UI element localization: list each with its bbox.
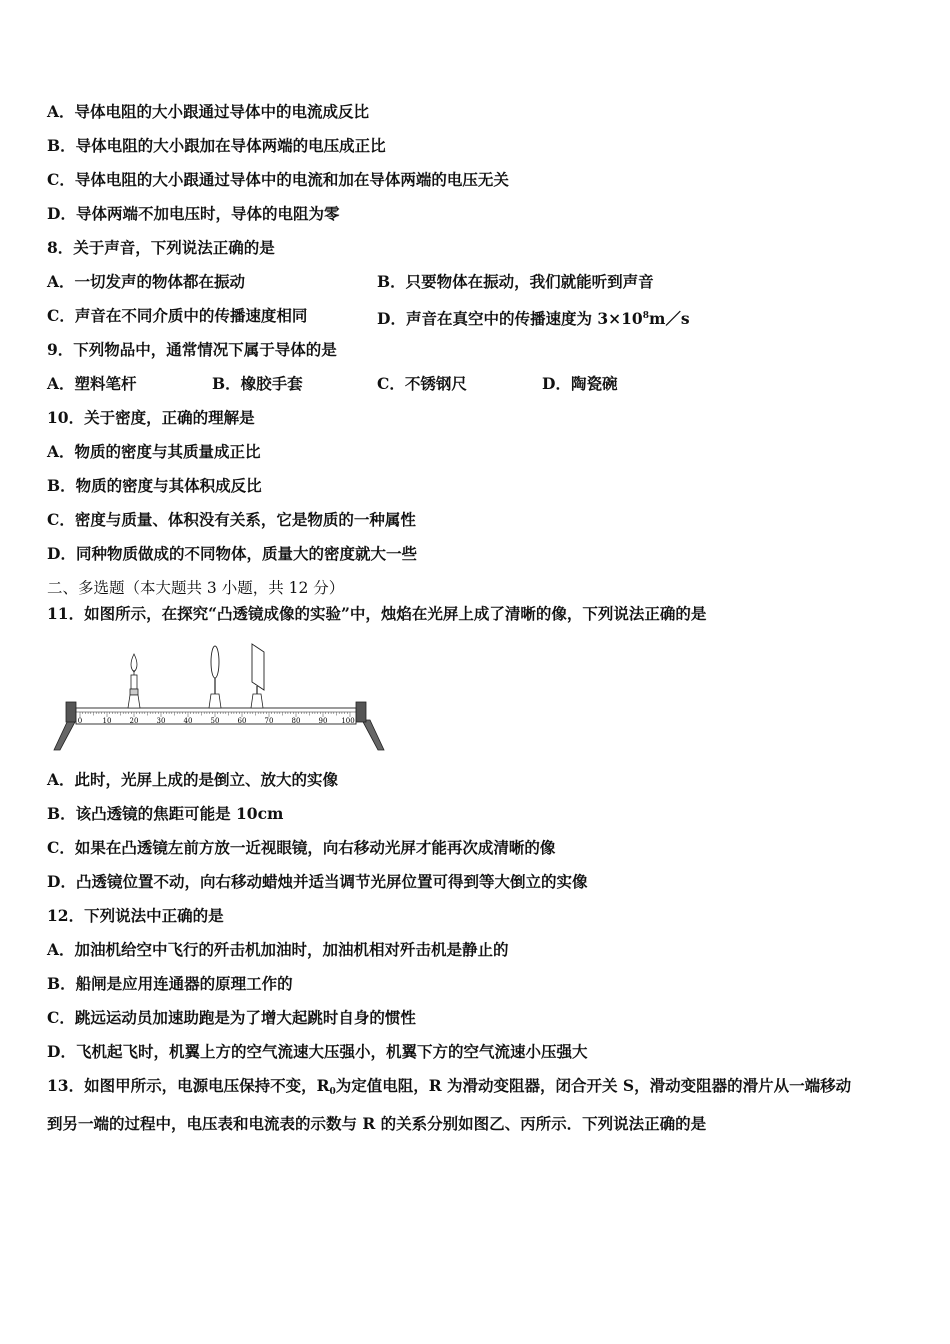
tick-label-70: 70 (264, 717, 274, 725)
q12-option-a: A．加油机给空中飞行的歼击机加油时，加油机相对歼击机是静止的 (47, 940, 509, 959)
candle-flame (131, 654, 137, 672)
q12-option-b: B．船闸是应用连通器的原理工作的 (47, 974, 293, 993)
q13-subscript: 0 (329, 1087, 336, 1097)
q13-stem-line1 (47, 1076, 851, 1102)
q7-option-c: C．导体电阻的大小跟通过导体中的电流和加在导体两端的电压无关 (47, 170, 509, 189)
q11-stem: 11．如图所示，在探究“凸透镜成像的实验”中，烛焰在光屏上成了清晰的像，下列说法正确的是 (47, 604, 707, 623)
q12-option-c: C．跳远运动员加速助跑是为了增大起跳时自身的惯性 (47, 1008, 416, 1027)
light-screen (251, 644, 264, 708)
candle-base (128, 695, 140, 708)
q13-stem-line2: 到另一端的过程中，电压表和电流表的示数与 R 的关系分别如图乙、丙所示．下列说法正确的是 (47, 1114, 707, 1133)
q11-option-b: B．该凸透镜的焦距可能是 10cm (47, 804, 284, 823)
q10-option-c: C．密度与质量、体积没有关系，它是物质的一种属性 (47, 510, 416, 529)
convex-lens (209, 646, 221, 708)
q10-stem: 10．关于密度，正确的理解是 (47, 408, 255, 427)
tick-label-0: 0 (77, 717, 83, 725)
candle-holder (130, 689, 138, 695)
section-heading: 二、多选题（本大题共 3 小题，共 12 分） (47, 579, 345, 597)
q10-option-d: D．同种物质做成的不同物体，质量大的密度就大一些 (47, 544, 417, 563)
candle (128, 654, 140, 708)
q8-option-d-exponent: 8 (642, 311, 649, 321)
bench-left-leg (54, 720, 76, 750)
tick-label-90: 90 (318, 717, 328, 725)
tick-label-20: 20 (129, 717, 139, 725)
q8-option-b: B．只要物体在振动，我们就能听到声音 (377, 272, 654, 291)
tick-label-50: 50 (210, 717, 220, 725)
optical-bench-figure (50, 640, 390, 755)
q11-option-d: D．凸透镜位置不动，向右移动蜡烛并适当调节光屏位置可得到等大倒立的实像 (47, 872, 588, 891)
q12-option-d: D．飞机起飞时，机翼上方的空气流速大压强小，机翼下方的空气流速小压强大 (47, 1042, 588, 1061)
candle-body (131, 675, 137, 689)
bench-left-end (66, 702, 76, 722)
q7-option-a: A．导体电阻的大小跟通过导体中的电流成反比 (47, 102, 370, 121)
q8-option-d (377, 306, 690, 329)
screen-base (251, 694, 263, 708)
bench-right-leg (362, 720, 384, 750)
tick-label-10: 10 (102, 717, 112, 725)
tick-label-30: 30 (156, 717, 166, 725)
q8-option-d-text: D．声音在真空中的传播速度为 3×10 (377, 309, 643, 328)
q7-option-b: B．导体电阻的大小跟加在导体两端的电压成正比 (47, 136, 386, 155)
q9-option-a: A．塑料笔杆 (47, 374, 137, 393)
q9-option-b: B．橡胶手套 (212, 374, 303, 393)
tick-label-60: 60 (237, 717, 247, 725)
tick-label-40: 40 (183, 717, 193, 725)
q8-option-a: A．一切发声的物体都在振动 (47, 272, 246, 291)
q12-stem: 12．下列说法中正确的是 (47, 906, 224, 925)
q13-text-b: 为定值电阻，R 为滑动变阻器，闭合开关 S，滑动变阻器的滑片从一端移动 (335, 1076, 852, 1095)
q9-option-d: D．陶瓷碗 (542, 374, 618, 393)
q9-stem: 9．下列物品中，通常情况下属于导体的是 (47, 340, 337, 359)
q11-option-a: A．此时，光屏上成的是倒立、放大的实像 (47, 770, 339, 789)
lens-base (209, 694, 221, 708)
lens-body (211, 646, 219, 678)
q8-option-c: C．声音在不同介质中的传播速度相同 (47, 306, 308, 325)
q10-option-b: B．物质的密度与其体积成反比 (47, 476, 262, 495)
screen-panel (252, 644, 264, 690)
q8-stem: 8．关于声音，下列说法正确的是 (47, 238, 275, 257)
q7-option-d: D．导体两端不加电压时，导体的电阻为零 (47, 204, 340, 223)
q8-option-d-unit: m／s (648, 309, 690, 328)
q11-option-c: C．如果在凸透镜左前方放一近视眼镜，向右移动光屏才能再次成清晰的像 (47, 838, 556, 857)
tick-label-100: 100 (341, 717, 355, 725)
q10-option-a: A．物质的密度与其质量成正比 (47, 442, 261, 461)
bench-right-end (356, 702, 366, 722)
q13-text-a: 13．如图甲所示，电源电压保持不变，R (47, 1076, 330, 1095)
q9-option-c: C．不锈钢尺 (377, 374, 467, 393)
tick-label-80: 80 (291, 717, 301, 725)
